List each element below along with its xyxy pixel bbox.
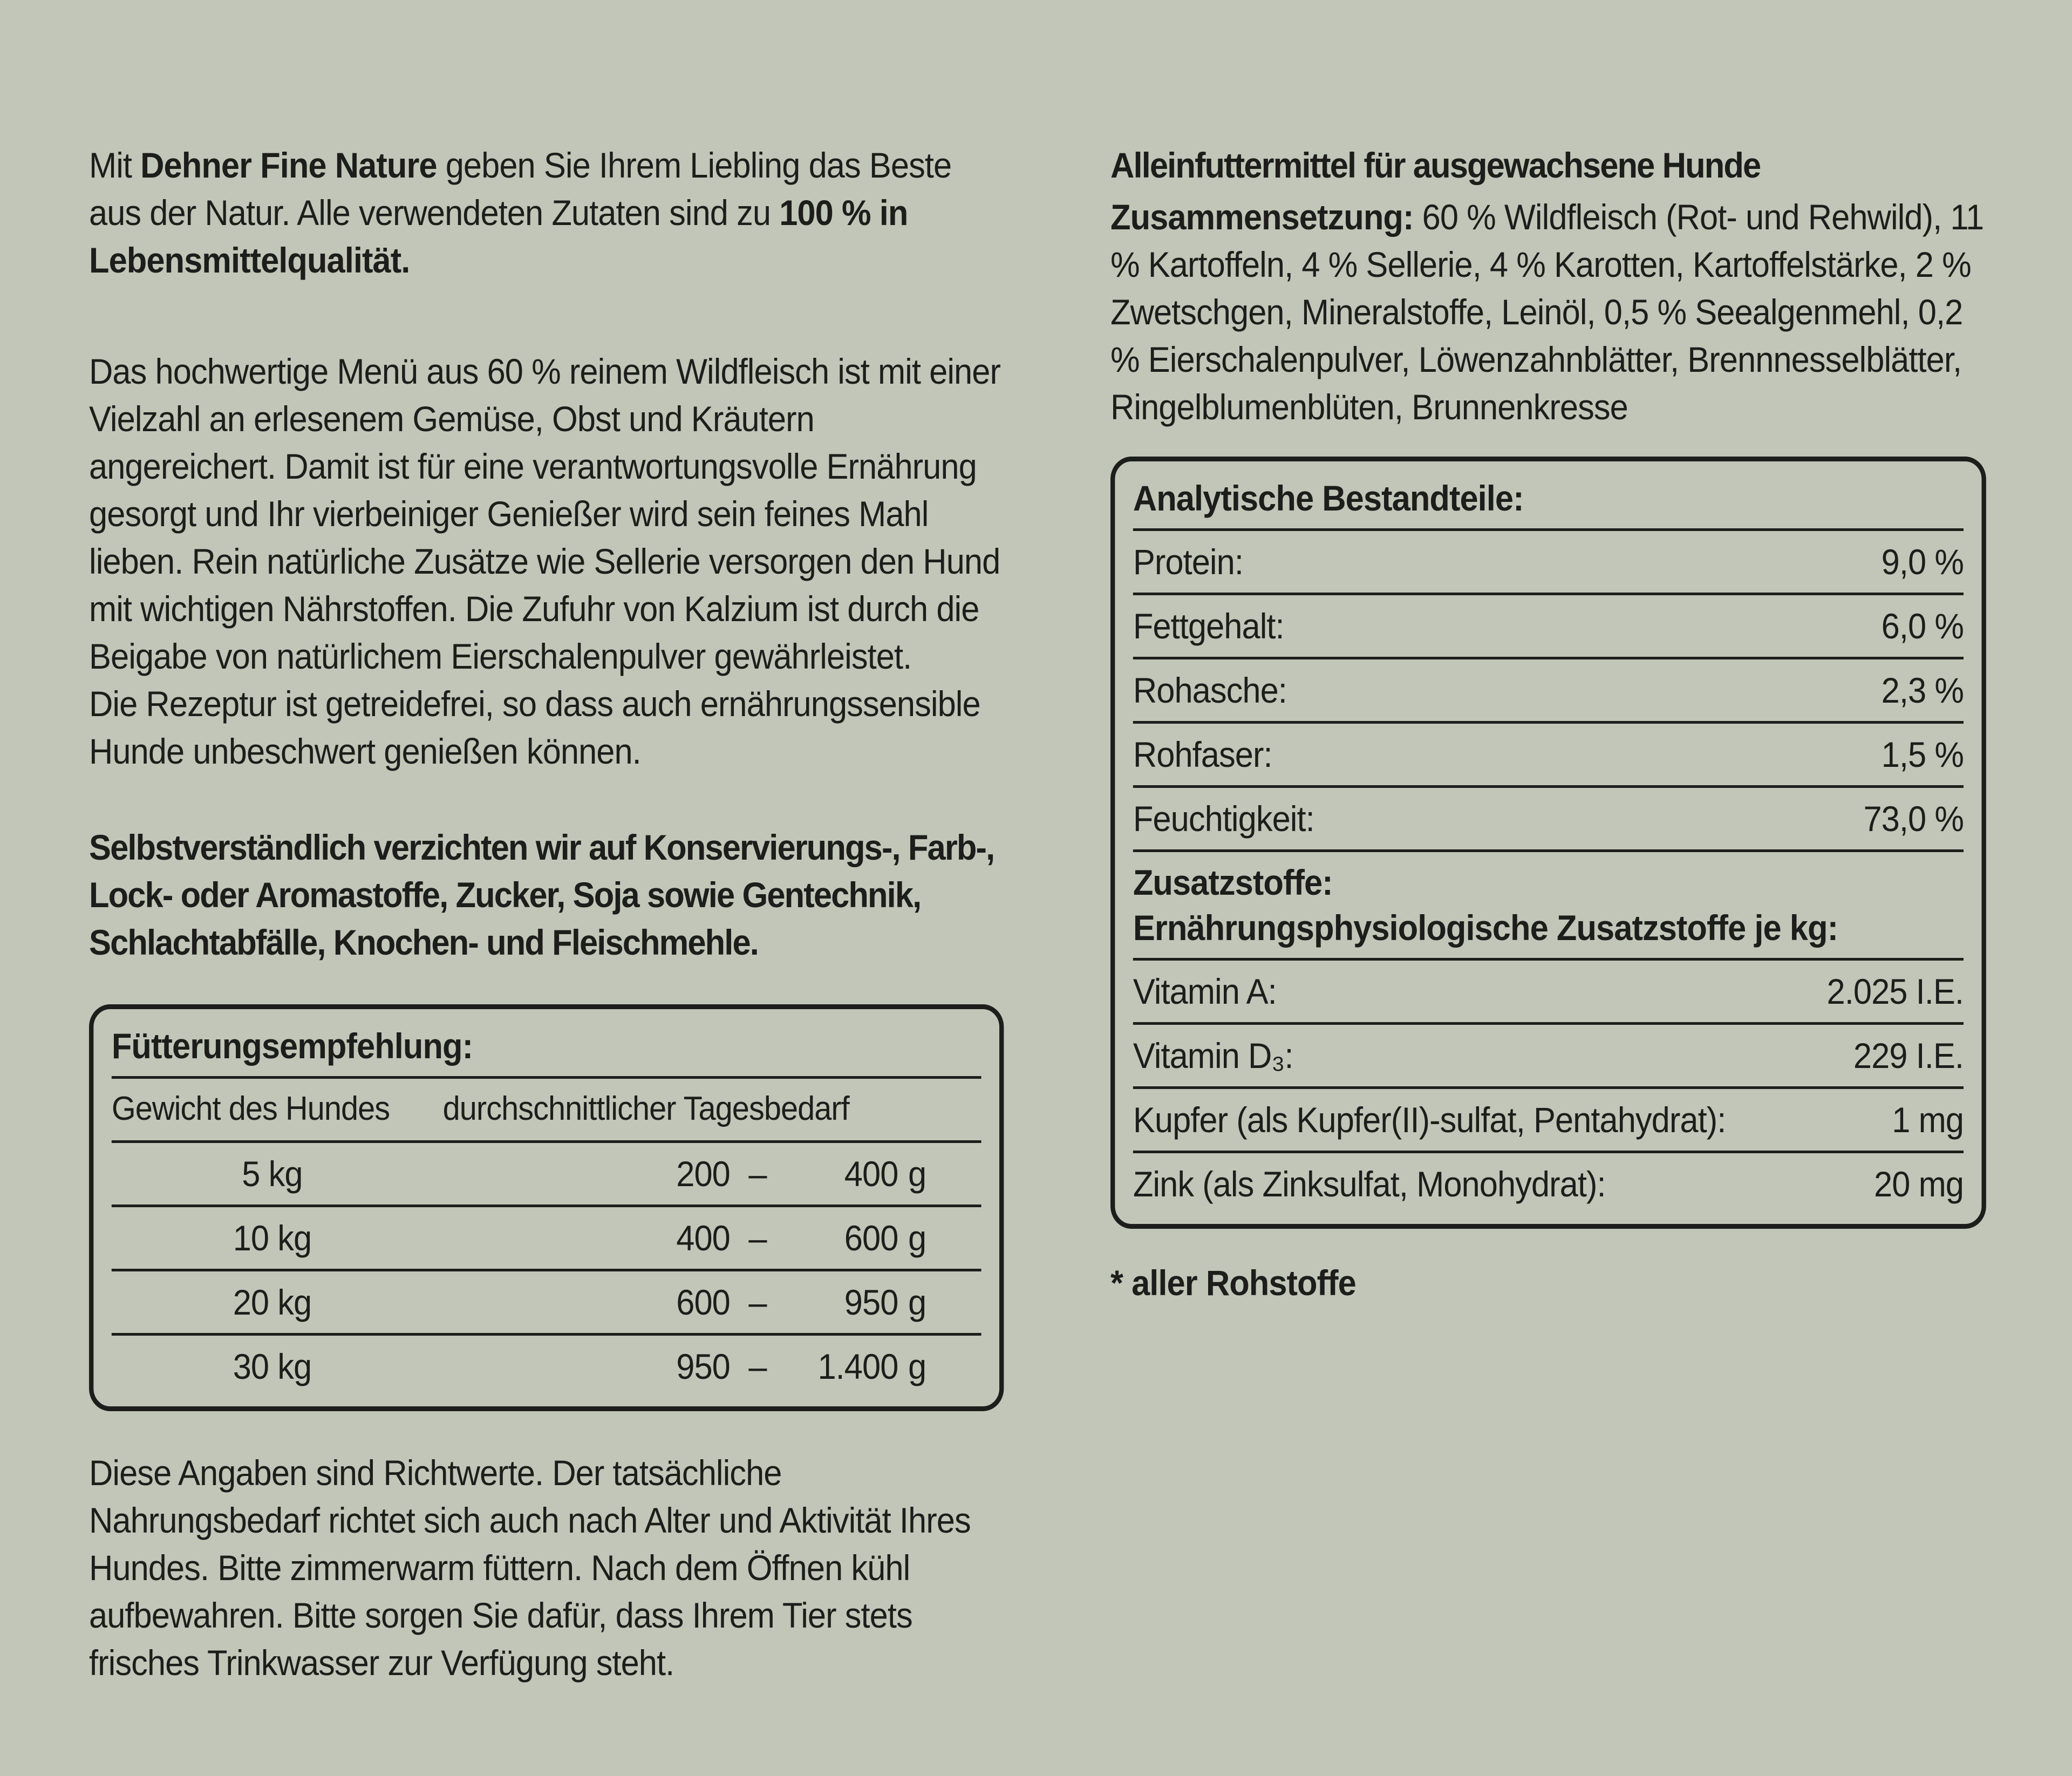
brand-name: Dehner Fine Nature	[140, 145, 437, 185]
table-row	[112, 1336, 982, 1393]
intro-text-pre: Mit	[89, 145, 141, 185]
dog-weight: 10 kg	[233, 1218, 312, 1258]
table-row	[1133, 788, 1964, 852]
feeding-table-title: Fütterungsempfehlung:	[112, 1018, 982, 1079]
dog-weight: 5 kg	[242, 1154, 303, 1194]
feeding-table-header-row	[112, 1079, 982, 1143]
daily-demand-column-header: durchschnittlicher Tagesbedarf	[442, 1090, 849, 1127]
additive-label: Zink (als Zinksulfat, Monohydrat):	[1133, 1164, 1606, 1204]
analysis-label: Rohasche:	[1133, 670, 1287, 710]
additive-label: Vitamin D₃:	[1133, 1036, 1293, 1076]
analysis-table-title: Analytische Bestandteile:	[1133, 470, 1964, 531]
amount-unit: g	[908, 1282, 926, 1322]
table-row	[1133, 1153, 1964, 1211]
product-type-heading: Alleinfuttermittel für ausgewachsene Hunde	[1110, 145, 1761, 185]
additive-label: Kupfer (als Kupfer(II)-sulfat, Pentahydrat):	[1133, 1100, 1726, 1140]
dog-weight: 30 kg	[233, 1346, 312, 1386]
additive-label: Vitamin A:	[1133, 971, 1277, 1011]
table-row	[1133, 724, 1964, 788]
additive-value: 1 mg	[1892, 1100, 1964, 1140]
table-row	[1133, 1025, 1964, 1089]
daily-amount	[433, 1281, 981, 1324]
amount-min: 950	[676, 1346, 730, 1386]
description-part-2: Die Rezeptur ist getreidefrei, so dass auch ernährungssensible Hunde unbeschwert genießen können.	[89, 684, 980, 771]
analysis-label: Feuchtigkeit:	[1133, 799, 1314, 839]
range-dash: –	[748, 1218, 767, 1258]
amount-max: 600	[844, 1218, 898, 1258]
table-row	[1133, 595, 1964, 659]
additives-heading: Zusatzstoffe:	[1133, 862, 1333, 902]
amount-max: 950	[844, 1282, 898, 1322]
additive-value: 20 mg	[1874, 1164, 1964, 1204]
daily-amount	[433, 1216, 981, 1260]
no-additives-paragraph: Selbstverständlich verzichten wir auf Konservierungs-, Farb-, Lock- oder Aromastoffe, Zucker, Soja sowie Gentechnik, Schlachtabfälle, Knochen- und Fleischmehle.	[89, 827, 994, 962]
description-part-1: Das hochwertige Menü aus 60 % reinem Wildfleisch ist mit einer Vielzahl an erlesenem Gemüse, Obst und Kräutern angereichert. Damit ist für eine verantwortungsvolle Ernährung gesorgt und Ihr vierbeiniger Genießer wird sein feines Mahl lieben. Rein natürliche Zusätze wie Sellerie versorgen den Hund mit wichtigen Nährstoffen. Die Zufuhr von Kalzium ist durch die Beigabe von natürlichem Eierschalenpulver gewährleistet.	[89, 351, 1000, 676]
amount-unit: g	[908, 1154, 926, 1194]
additive-value: 2.025 I.E.	[1826, 971, 1964, 1011]
right-column	[1110, 141, 1986, 1307]
analysis-label: Rohfaser:	[1133, 734, 1272, 774]
analysis-value: 2,3 %	[1881, 670, 1964, 710]
composition-text: 60 % Wildfleisch (Rot- und Rehwild), 11 % Kartoffeln, 4 % Sellerie, 4 % Karotten, Kartoffelstärke, 2 % Zwetschgen, Mineralstoffe, Leinöl, 0,5 % Seealgenmehl, 0,2 % Eierschalenpulver, Löwenzahnblätter, Brennnesselblätter, Ringelblumenblüten, Brunnenkresse	[1110, 197, 1984, 427]
table-row	[1133, 1089, 1964, 1153]
amount-min: 600	[676, 1282, 730, 1322]
additives-subheading: Ernährungsphysiologische Zusatzstoffe je kg:	[1133, 905, 1964, 961]
analytical-constituents-table	[1110, 457, 1986, 1229]
amount-min: 400	[676, 1218, 730, 1258]
analysis-value: 1,5 %	[1881, 734, 1964, 774]
amount-max: 400	[844, 1154, 898, 1194]
daily-amount	[433, 1152, 981, 1195]
dog-weight: 20 kg	[233, 1282, 312, 1322]
table-row	[112, 1271, 982, 1336]
amount-unit: g	[908, 1218, 926, 1258]
daily-amount	[433, 1345, 981, 1388]
left-column	[89, 141, 1004, 1686]
quality-claim: 100 % in Lebensmittelqualität.	[89, 193, 908, 280]
guideline-paragraph: Diese Angaben sind Richtwerte. Der tatsächliche Nahrungsbedarf richtet sich auch nach Alter und Aktivität Ihres Hundes. Bitte zimmerwarm füttern. Nach dem Öffnen kühl aufbewahren. Bitte sorgen Sie dafür, dass Ihrem Tier stets frisches Trinkwasser zur Verfügung steht.	[89, 1453, 971, 1683]
composition-label: Zusammensetzung:	[1110, 197, 1414, 237]
analysis-value: 73,0 %	[1863, 799, 1964, 839]
amount-min: 200	[676, 1154, 730, 1194]
additive-value: 229 I.E.	[1853, 1036, 1964, 1076]
description-paragraph	[89, 348, 1004, 775]
table-row	[112, 1207, 982, 1271]
intro-text-mid: geben Sie Ihrem Liebling das Beste aus der Natur. Alle verwendeten Zutaten sind zu	[89, 145, 952, 233]
amount-max: 1.400	[817, 1346, 898, 1386]
analysis-label: Protein:	[1133, 542, 1243, 582]
range-dash: –	[748, 1282, 767, 1322]
weight-column-header: Gewicht des Hundes	[111, 1090, 390, 1127]
range-dash: –	[748, 1346, 767, 1386]
composition-paragraph	[1110, 193, 1986, 431]
analysis-value: 6,0 %	[1881, 606, 1964, 646]
table-row	[1133, 531, 1964, 595]
table-row	[112, 1143, 982, 1207]
analysis-label: Fettgehalt:	[1133, 606, 1284, 646]
analysis-value: 9,0 %	[1881, 542, 1964, 582]
table-row	[1133, 961, 1964, 1025]
footnote: * aller Rohstoffe	[1110, 1263, 1356, 1303]
intro-paragraph	[89, 141, 1004, 284]
amount-unit: g	[908, 1346, 926, 1386]
range-dash: –	[748, 1154, 767, 1194]
feeding-recommendation-table	[89, 1004, 1004, 1411]
table-row	[1133, 659, 1964, 724]
